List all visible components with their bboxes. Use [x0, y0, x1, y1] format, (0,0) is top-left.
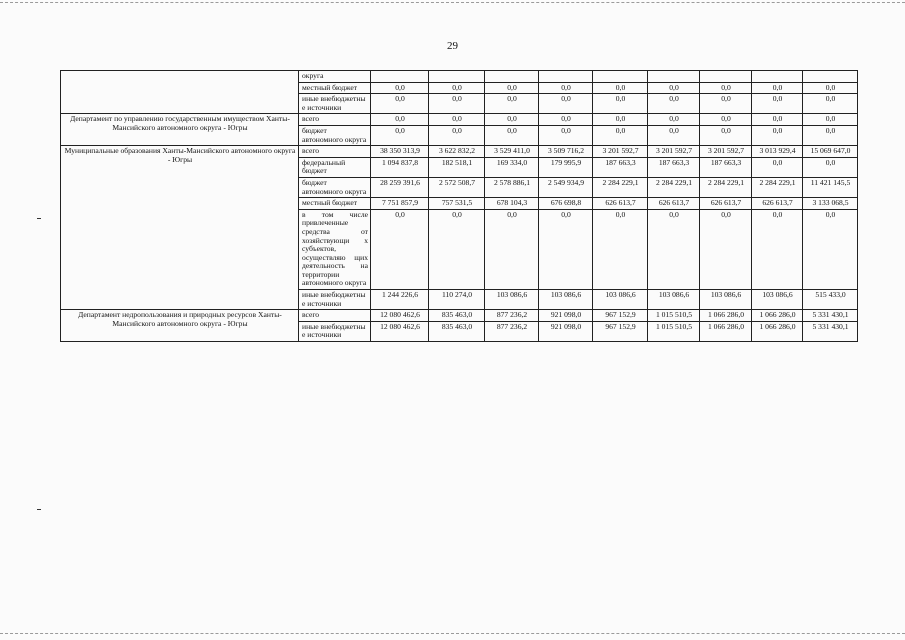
amount-cell: 0,0	[593, 114, 648, 126]
amount-cell: 15 069 647,0	[803, 146, 858, 158]
amount-cell: 757 531,5	[429, 198, 485, 210]
amount-cell: 0,0	[371, 94, 429, 114]
amount-cell: 835 463,0	[429, 321, 485, 341]
amount-cell: 3 201 592,7	[700, 146, 752, 158]
amount-cell: 187 663,3	[648, 157, 700, 177]
amount-cell: 3 622 832,2	[429, 146, 485, 158]
amount-cell: 0,0	[429, 209, 485, 289]
amount-cell: 0,0	[752, 125, 803, 145]
amount-cell: 3 529 411,0	[485, 146, 539, 158]
amount-cell: 1 066 286,0	[752, 321, 803, 341]
amount-cell: 0,0	[700, 94, 752, 114]
amount-cell: 0,0	[539, 94, 593, 114]
amount-cell: 626 613,7	[648, 198, 700, 210]
amount-cell	[485, 71, 539, 83]
margin-mark	[37, 509, 41, 510]
amount-cell: 3 509 716,2	[539, 146, 593, 158]
amount-cell: 921 098,0	[539, 321, 593, 341]
amount-cell: 5 331 430,1	[803, 310, 858, 322]
amount-cell: 835 463,0	[429, 310, 485, 322]
amount-cell: 0,0	[485, 82, 539, 94]
amount-cell: 0,0	[371, 114, 429, 126]
amount-cell: 5 331 430,1	[803, 321, 858, 341]
amount-cell: 626 613,7	[752, 198, 803, 210]
amount-cell: 0,0	[539, 209, 593, 289]
funding-source-cell: иные внебюджетны е источники	[299, 290, 371, 310]
amount-cell: 12 080 462,6	[371, 321, 429, 341]
amount-cell: 2 284 229,1	[752, 177, 803, 197]
amount-cell: 0,0	[429, 125, 485, 145]
table-row	[61, 310, 858, 322]
amount-cell: 0,0	[648, 209, 700, 289]
organization-cell: Департамент по управлению государственным имуществом Ханты-Мансийского автономного округа - Югры	[61, 114, 299, 146]
amount-cell: 7 751 857,9	[371, 198, 429, 210]
organization-cell: Департамент недропользования и природных ресурсов Ханты-Мансийского автономного округа - Югры	[61, 310, 299, 342]
amount-cell: 0,0	[752, 114, 803, 126]
funding-source-cell: иные внебюджетны е источники	[299, 321, 371, 341]
amount-cell: 1 066 286,0	[752, 310, 803, 322]
amount-cell: 0,0	[648, 82, 700, 94]
funding-source-cell: всего	[299, 146, 371, 158]
amount-cell: 103 086,6	[485, 290, 539, 310]
amount-cell: 2 284 229,1	[648, 177, 700, 197]
amount-cell: 179 995,9	[539, 157, 593, 177]
scan-edge-top	[0, 2, 905, 3]
funding-source-cell: всего	[299, 114, 371, 126]
funding-source-cell: местный бюджет	[299, 82, 371, 94]
amount-cell: 967 152,9	[593, 321, 648, 341]
amount-cell: 3 133 068,5	[803, 198, 858, 210]
amount-cell: 0,0	[700, 114, 752, 126]
funding-source-cell: всего	[299, 310, 371, 322]
amount-cell: 2 578 886,1	[485, 177, 539, 197]
amount-cell: 0,0	[648, 94, 700, 114]
amount-cell: 0,0	[803, 157, 858, 177]
amount-cell: 3 201 592,7	[593, 146, 648, 158]
table-row	[61, 114, 858, 126]
amount-cell: 515 433,0	[803, 290, 858, 310]
amount-cell: 0,0	[803, 82, 858, 94]
scan-edge-bottom	[0, 633, 905, 634]
amount-cell: 12 080 462,6	[371, 310, 429, 322]
amount-cell: 0,0	[648, 125, 700, 145]
amount-cell: 0,0	[429, 114, 485, 126]
amount-cell: 103 086,6	[752, 290, 803, 310]
amount-cell: 0,0	[803, 94, 858, 114]
amount-cell: 0,0	[485, 209, 539, 289]
amount-cell	[429, 71, 485, 83]
funding-source-cell: бюджет автономного округа	[299, 125, 371, 145]
amount-cell: 0,0	[752, 82, 803, 94]
amount-cell: 169 334,0	[485, 157, 539, 177]
amount-cell: 0,0	[371, 82, 429, 94]
amount-cell: 0,0	[803, 209, 858, 289]
page-number: 29	[447, 40, 458, 52]
funding-source-cell: бюджет автономного округа	[299, 177, 371, 197]
amount-cell: 28 259 391,6	[371, 177, 429, 197]
amount-cell: 0,0	[429, 94, 485, 114]
amount-cell: 626 613,7	[700, 198, 752, 210]
amount-cell: 0,0	[371, 209, 429, 289]
amount-cell: 0,0	[593, 94, 648, 114]
table-row	[61, 71, 858, 83]
funding-source-cell: местный бюджет	[299, 198, 371, 210]
funding-source-cell: иные внебюджетны е источники	[299, 94, 371, 114]
amount-cell: 2 284 229,1	[700, 177, 752, 197]
funding-source-cell: в том числе привлеченные средства от хозяйствующи х субъектов, осуществляю щих деятельность на территории автономного округа	[299, 209, 371, 289]
amount-cell	[648, 71, 700, 83]
amount-cell: 0,0	[539, 82, 593, 94]
amount-cell: 0,0	[593, 125, 648, 145]
amount-cell: 2 572 508,7	[429, 177, 485, 197]
amount-cell: 1 094 837,8	[371, 157, 429, 177]
amount-cell	[803, 71, 858, 83]
amount-cell: 103 086,6	[648, 290, 700, 310]
amount-cell: 38 350 313,9	[371, 146, 429, 158]
amount-cell	[539, 71, 593, 83]
amount-cell: 676 698,8	[539, 198, 593, 210]
amount-cell: 626 613,7	[593, 198, 648, 210]
amount-cell: 0,0	[648, 114, 700, 126]
amount-cell: 2 284 229,1	[593, 177, 648, 197]
amount-cell: 0,0	[429, 82, 485, 94]
amount-cell: 877 236,2	[485, 321, 539, 341]
amount-cell: 0,0	[593, 209, 648, 289]
amount-cell: 0,0	[539, 125, 593, 145]
amount-cell: 0,0	[752, 209, 803, 289]
amount-cell: 11 421 145,5	[803, 177, 858, 197]
amount-cell: 3 201 592,7	[648, 146, 700, 158]
table-row	[61, 146, 858, 158]
amount-cell: 0,0	[700, 82, 752, 94]
amount-cell: 0,0	[752, 94, 803, 114]
amount-cell: 3 013 929,4	[752, 146, 803, 158]
funding-source-cell: округа	[299, 71, 371, 83]
amount-cell: 1 244 226,6	[371, 290, 429, 310]
margin-mark	[37, 218, 41, 219]
amount-cell: 103 086,6	[593, 290, 648, 310]
amount-cell: 1 015 510,5	[648, 310, 700, 322]
amount-cell: 1 066 286,0	[700, 321, 752, 341]
amount-cell: 0,0	[485, 114, 539, 126]
amount-cell	[593, 71, 648, 83]
amount-cell	[752, 71, 803, 83]
amount-cell: 0,0	[485, 125, 539, 145]
amount-cell: 0,0	[593, 82, 648, 94]
amount-cell: 187 663,3	[593, 157, 648, 177]
amount-cell: 0,0	[700, 209, 752, 289]
organization-cell: Муниципальные образования Ханты-Мансийского автономного округа - Югры	[61, 146, 299, 310]
amount-cell: 182 518,1	[429, 157, 485, 177]
amount-cell: 0,0	[371, 125, 429, 145]
funding-source-cell: федеральный бюджет	[299, 157, 371, 177]
funding-table	[60, 70, 858, 342]
amount-cell: 1 066 286,0	[700, 310, 752, 322]
amount-cell: 2 549 934,9	[539, 177, 593, 197]
amount-cell: 921 098,0	[539, 310, 593, 322]
amount-cell: 110 274,0	[429, 290, 485, 310]
amount-cell: 103 086,6	[700, 290, 752, 310]
amount-cell	[371, 71, 429, 83]
amount-cell: 678 104,3	[485, 198, 539, 210]
amount-cell	[700, 71, 752, 83]
amount-cell: 0,0	[539, 114, 593, 126]
amount-cell: 0,0	[803, 114, 858, 126]
organization-cell	[61, 71, 299, 114]
amount-cell: 0,0	[752, 157, 803, 177]
amount-cell: 0,0	[700, 125, 752, 145]
amount-cell: 967 152,9	[593, 310, 648, 322]
amount-cell: 187 663,3	[700, 157, 752, 177]
amount-cell: 877 236,2	[485, 310, 539, 322]
amount-cell: 103 086,6	[539, 290, 593, 310]
amount-cell: 0,0	[485, 94, 539, 114]
amount-cell: 1 015 510,5	[648, 321, 700, 341]
amount-cell: 0,0	[803, 125, 858, 145]
